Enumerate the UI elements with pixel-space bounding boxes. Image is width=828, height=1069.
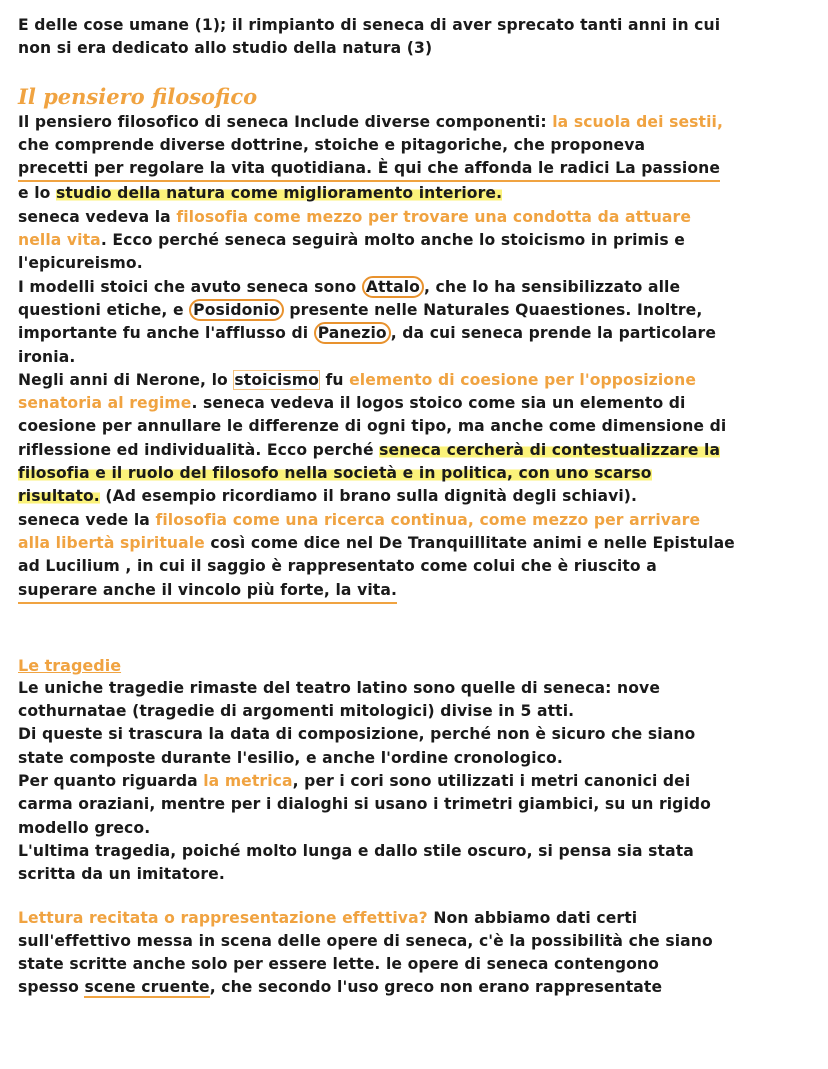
highlight-term: la metrica bbox=[203, 772, 293, 791]
subheading: Lettura recitata o rappresentazione effettiva? bbox=[18, 908, 428, 927]
text-line: questioni etiche, e Posidonio presente nelle Naturales Quaestiones. Inoltre, bbox=[18, 300, 703, 319]
highlight-term: elemento di coesione per l'opposizione bbox=[349, 370, 696, 389]
circled-name: Attalo bbox=[362, 276, 424, 298]
text-line: che comprende diverse dottrine, stoiche e pitagoriche, che proponeva bbox=[18, 135, 646, 154]
text-line: nella vita. Ecco perché seneca seguirà molto anche lo stoicismo in primis e bbox=[18, 231, 685, 250]
text-line: I modelli stoici che avuto seneca sono Attalo , che lo ha sensibilizzato alle bbox=[18, 277, 681, 296]
highlight-term: filosofia come una ricerca continua, come mezzo per arrivare bbox=[155, 510, 701, 529]
text-line: Negli anni di Nerone, lo stoicismo fu elemento di coesione per l'opposizione bbox=[18, 370, 696, 389]
text-line: importante fu anche l'afflusso di Panezio , da cui seneca prende la particolare bbox=[18, 324, 717, 343]
text-line: L'ultima tragedia, poiché molto lunga e dallo stile oscuro, si pensa sia stata bbox=[18, 841, 694, 860]
intro-line: E delle cose umane (1); il rimpianto di seneca di aver sprecato tanti anni in cui bbox=[18, 16, 721, 34]
text-line: superare anche il vincolo più forte, la vita. bbox=[18, 579, 397, 604]
highlight-term: senatoria al regime bbox=[18, 394, 192, 413]
text-line: seneca vedeva la filosofia come mezzo per trovare una condotta da attuare bbox=[18, 207, 692, 226]
notes-page bbox=[18, 14, 814, 1000]
text-line: state composte durante l'esilio, e anche l'ordine cronologico. bbox=[18, 748, 563, 767]
highlighted-text: seneca cercherà di contestualizzare la bbox=[379, 440, 721, 459]
text-line: state scritte anche solo per essere lette. le opere di seneca contengono bbox=[18, 955, 659, 974]
text-line: riflessione ed individualità. Ecco perché seneca cercherà di contestualizzare la bbox=[18, 440, 721, 459]
boxed-term: stoicismo bbox=[234, 370, 319, 389]
text-line: ironia. bbox=[18, 347, 76, 366]
text-line: risultato. (Ad esempio ricordiamo il brano sulla dignità degli schiavi). bbox=[18, 487, 638, 506]
highlight-term: nella vita bbox=[18, 231, 101, 250]
section-title-pensiero: Il pensiero filosofico bbox=[18, 83, 258, 109]
text-line: spesso scene cruente, che secondo l'uso greco non erano rappresentate bbox=[18, 978, 663, 997]
highlighted-text: filosofia e il ruolo del filosofo nella società e in politica, con uno scarso bbox=[18, 464, 652, 483]
highlight-term: alla libertà spirituale bbox=[18, 533, 205, 552]
highlight-term: filosofia come mezzo per trovare una condotta da attuare bbox=[176, 207, 692, 226]
circled-name: Panezio bbox=[314, 322, 391, 344]
text-line: ad Lucilium , in cui il saggio è rappresentato come colui che è riuscito a bbox=[18, 557, 657, 576]
circled-name: Posidonio bbox=[189, 299, 284, 321]
text-line: carma oraziani, mentre per i dialoghi si usano i trimetri giambici, su un rigido bbox=[18, 795, 711, 814]
text-line: Le uniche tragedie rimaste del teatro latino sono quelle di seneca: nove bbox=[18, 678, 660, 697]
text-line: cothurnatae (tragedie di argomenti mitologici) divise in 5 atti. bbox=[18, 702, 575, 721]
intro-line: non si era dedicato allo studio della natura (3) bbox=[18, 39, 433, 58]
text-line: coesione per annullare le differenze di ogni tipo, ma anche come dimensione di bbox=[18, 417, 727, 436]
text-line: precetti per regolare la vita quotidiana. È qui che affonda le radici La passione bbox=[18, 157, 720, 182]
text-line: alla libertà spirituale così come dice nel De Tranquillitate animi e nelle Epistulae bbox=[18, 533, 735, 552]
highlight-term: la scuola dei sestii, bbox=[552, 112, 723, 131]
highlighted-text: studio della natura come miglioramento interiore. bbox=[56, 184, 503, 203]
text-line: Il pensiero filosofico di seneca Include diverse componenti: la scuola dei sestii, bbox=[18, 112, 723, 131]
highlighted-text: risultato. bbox=[18, 487, 100, 506]
underlined-term: scene cruente bbox=[84, 978, 210, 997]
text-line: scritta da un imitatore. bbox=[18, 865, 225, 884]
text-line: l'epicureismo. bbox=[18, 254, 143, 273]
section-title-tragedie: Le tragedie bbox=[18, 655, 122, 675]
text-line: seneca vede la filosofia come una ricerca continua, come mezzo per arrivare bbox=[18, 510, 701, 529]
text-line: e lo studio della natura come miglioramento interiore. bbox=[18, 184, 503, 203]
text-line: Per quanto riguarda la metrica, per i cori sono utilizzati i metri canonici dei bbox=[18, 772, 691, 791]
text-line: sull'effettivo messa in scena delle opere di seneca, c'è la possibilità che siano bbox=[18, 931, 713, 950]
text-line: modello greco. bbox=[18, 818, 151, 837]
text-line: Lettura recitata o rappresentazione effettiva? Non abbiamo dati certi bbox=[18, 908, 638, 927]
text-line bbox=[18, 462, 814, 485]
text-line: senatoria al regime. seneca vedeva il logos stoico come sia un elemento di bbox=[18, 394, 686, 413]
text-line: Di queste si trascura la data di composizione, perché non è sicuro che siano bbox=[18, 725, 696, 744]
